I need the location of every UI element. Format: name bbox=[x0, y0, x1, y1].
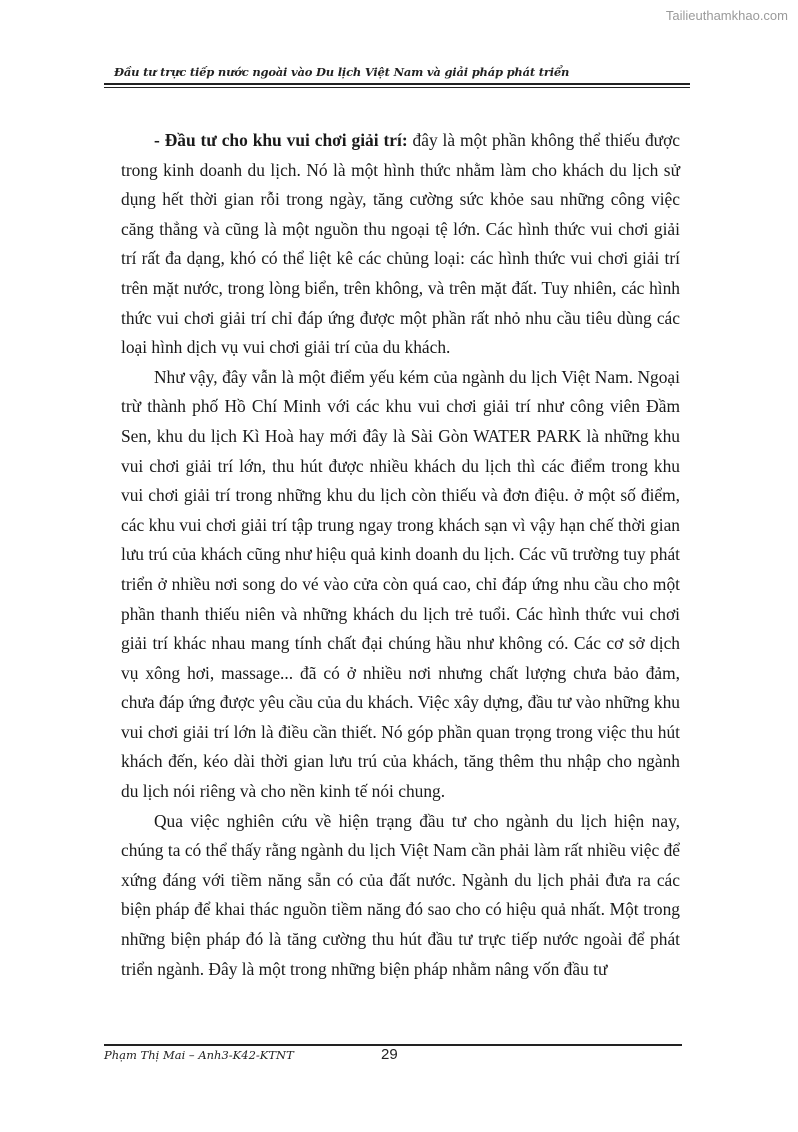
paragraph-1 bbox=[121, 126, 680, 363]
page-header bbox=[104, 65, 690, 88]
watermark: Tailieuthamkhao.com bbox=[665, 8, 788, 23]
footer-author: Phạm Thị Mai – Anh3-K42-KTNT bbox=[104, 1047, 294, 1062]
paragraph-3: Qua việc nghiên cứu về hiện trạng đầu tư cho ngành du lịch hiện nay, chúng ta có thể thấy rằng ngành du lịch Việt Nam cần phải làm rất nhiều việc để xứng đáng với tiềm năng sẵn có của đất nước. Ngành du lịch phải đưa ra các biện pháp để khai thác nguồn tiềm năng đó sao cho có hiệu quả nhất. Một trong những biện pháp đó là tăng cường thu hút đầu tư trực tiếp nước ngoài để phát triển ngành. Đây là một trong những biện pháp nhằm nâng vốn đầu tư bbox=[121, 810, 680, 979]
header-title: Đầu tư trực tiếp nước ngoài vào Du lịch Việt Nam và giải pháp phát triển bbox=[114, 65, 570, 79]
paragraph-2: Như vậy, đây vẫn là một điểm yếu kém của ngành du lịch Việt Nam. Ngoại trừ thành phố Hồ Chí Minh với các khu vui chơi giải trí như công viên Đầm Sen, khu du lịch Kì Hoà hay mới đây là Sài Gòn WATER PARK là những khu vui chơi giải trí lớn, thu hút được nhiều khách du lịch thì các điểm trong khu vui chơi giải trí trong những khu du lịch còn thiếu và đơn điệu. ở một số điểm, các khu vui chơi giải trí tập trung ngay trong khách sạn vì vậy hạn chế thời gian lưu trú của khách cũng như hiệu quả kinh doanh du lịch. Các vũ trường tuy phát triển ở nhiều nơi song do vé vào cửa còn quá cao, chỉ đáp ứng nhu cầu cho một phần thanh thiếu niên và những khách du lịch trẻ tuổi. Các hình thức vui chơi giải trí khác nhau mang tính chất đại chúng hầu như không có. Các cơ sở dịch vụ xông hơi, massage... đã có ở nhiều nơi nhưng chất lượng chưa bảo đảm, chưa đáp ứng được yêu cầu của du khách. Việc xây dựng, đầu tư vào những khu vui chơi giải trí lớn là điều cần thiết. Nó góp phần quan trọng trong việc thu hút khách đến, kéo dài thời gian lưu trú của khách, tăng thêm thu nhập cho ngành du lịch nói riêng và cho nền kinh tế nói chung. bbox=[121, 366, 680, 802]
header-rule-thin bbox=[104, 87, 690, 88]
header-rule-thick bbox=[104, 83, 690, 85]
page-number: 29 bbox=[381, 1045, 398, 1063]
paragraph-1-text: đây là một phần không thể thiếu được trong kinh doanh du lịch. Nó là một hình thức nhằm làm cho khách du lịch sử dụng hết thời gian rỗi trong ngày, tăng cường sức khỏe sau những công việc căng thẳng và cũng là một nguồn thu ngoại tệ lớn. Các hình thức vui chơi giải trí rất đa dạng, khó có thể liệt kê các chủng loại: các hình thức vui chơi giải trí trên mặt nước, trong lòng biển, trên không, và trên mặt đất. Tuy nhiên, các hình thức vui chơi giải trí chỉ đáp ứng được một phần rất nhỏ nhu cầu tiêu dùng các loại hình dịch vụ vui chơi giải trí của du khách. bbox=[121, 130, 680, 358]
document-body bbox=[121, 126, 680, 984]
paragraph-1-lead: - Đầu tư cho khu vui chơi giải trí: bbox=[154, 130, 408, 150]
page-footer bbox=[104, 1044, 682, 1070]
